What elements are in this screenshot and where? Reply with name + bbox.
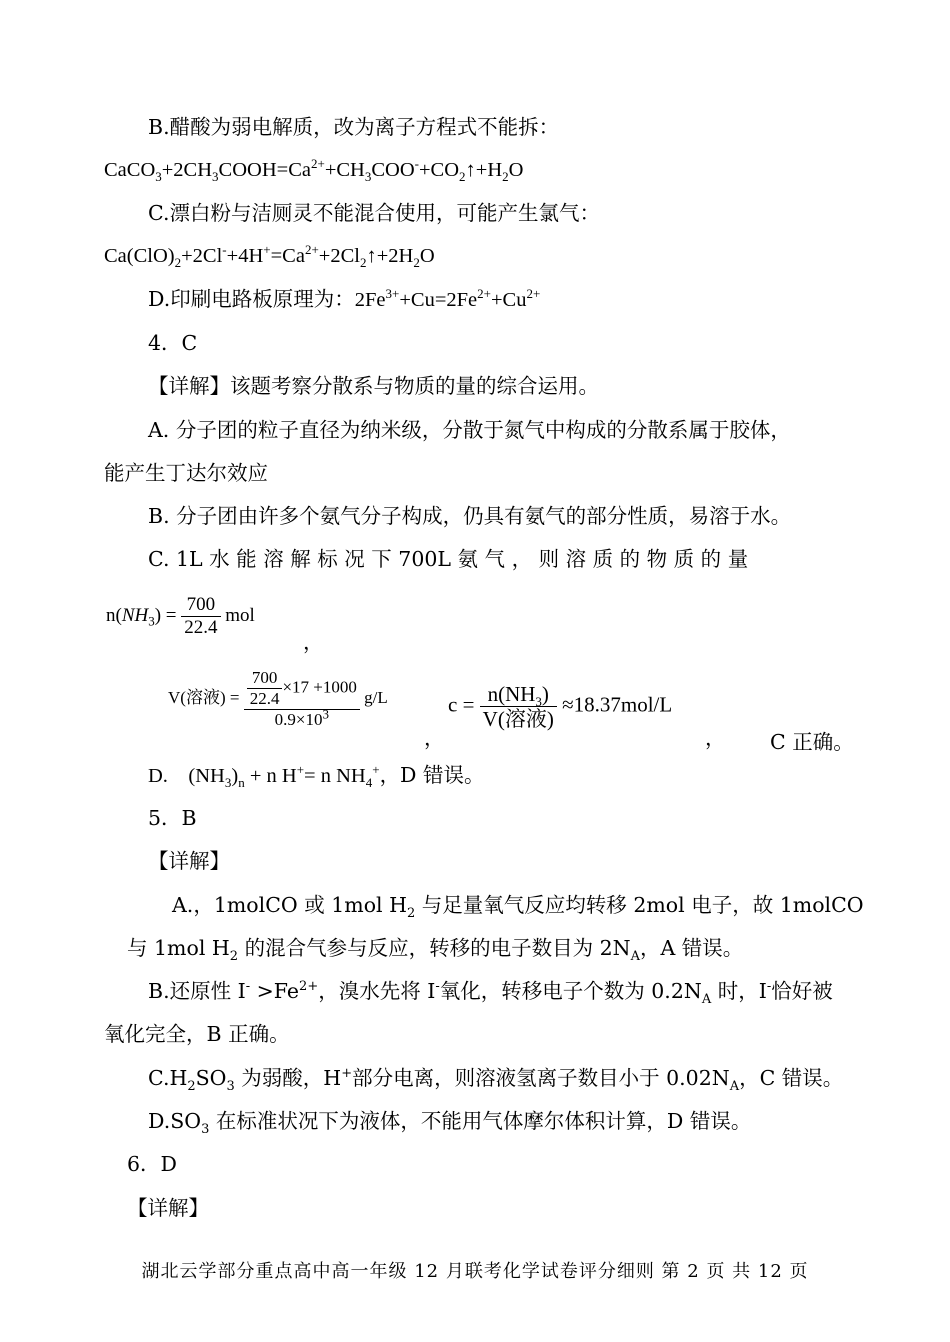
formula-v-solution: V(溶液) = $\frac{700}{22.4}$ ×17 +1000 $0.9\times 10^3$ g/L [168,668,388,729]
q4-option-d: D. $(NH_3)_n + n$ H+= n $NH_4^+$，D 错误。 [148,762,485,791]
q4-option-c: C. 1L 水 能 溶 解 标 况 下 700L 氨 气 ， 则 溶 质 的 物 质 的 量 [148,547,749,571]
q5-option-a: A.，1molCO 或 1mol $H_2$ 与足量氧气反应均转移 2mol 电子，故 1molCO [172,893,864,922]
q5-option-d: $D.SO_3$ 在标准状况下为液体，不能用气体摩尔体积计算，D 错误。 [148,1109,752,1138]
q5-option-b-cont: 氧化完全，B 正确。 [104,1022,290,1046]
q4-option-b: B. 分子团由许多个氨气分子构成，仍具有氨气的部分性质，易溶于水。 [148,504,792,528]
b-explanation: B.醋酸为弱电解质，改为离子方程式不能拆： [148,115,560,139]
q5-option-a-cont: 与 1mol $H_2$ 的混合气参与反应，转移的电子数目为 $2N_A$，A 错误。 [127,936,744,965]
q5-detail: 【详解】 [148,849,230,873]
q5-option-c: $C.H_2SO_3$ 为弱酸，H+部分电离，则溶液氢离子数目小于 $0.02N_A$，C 错误。 [148,1066,844,1095]
q4-option-a: A. 分子团的粒子直径为纳米级，分散于氮气中构成的分散系属于胶体， [148,418,791,442]
comma-2: ， [424,726,445,750]
page-footer: 湖北云学部分重点高中高一年级 12 月联考化学试卷评分细则 第 2 页 共 12 页 [141,1261,809,1282]
q4-c-correct: C 正确。 [770,730,854,754]
equation-b: $CaCO_3+2CH_3COOH=Ca^{2+}+CH_3COO^-+CO_2↑+H_2O$ [104,156,524,185]
c-explanation: C.漂白粉与洁厕灵不能混合使用，可能产生氯气： [148,201,600,225]
comma-1: ， [303,630,324,654]
equation-c: $Ca(ClO)_2+2Cl^-+4H^+=Ca^{2+}+2Cl_2↑+2H_2O$ [104,242,435,271]
q5-answer: 5．B [148,806,197,830]
formula-c: c = $\frac{n(NH_3)}{\text{V(溶液)}}$ ≈18.37mol/L [448,682,673,731]
d-explanation: D.印刷电路板原理为：$2Fe^{3+}+Cu=2Fe^{2+}+Cu^{2+}$ [148,286,541,311]
q4-option-a-cont: 能产生丁达尔效应 [104,461,268,485]
q6-answer: 6．D [127,1152,177,1176]
formula-n-nh3: $n(NH_3)$ = $\frac{700}{22.4}$ mol [106,594,255,638]
q4-detail: 【详解】该题考察分散系与物质的量的综合运用。 [148,374,599,398]
q5-option-b: B.还原性 $I^- >Fe^{2+}$，溴水先将 I-氧化，转移电子个数为 $0.2N_A$ 时，I-恰好被 [148,979,833,1008]
q4-answer: 4．C [148,331,198,355]
comma-3: ， [705,726,726,750]
q6-detail: 【详解】 [127,1196,209,1220]
